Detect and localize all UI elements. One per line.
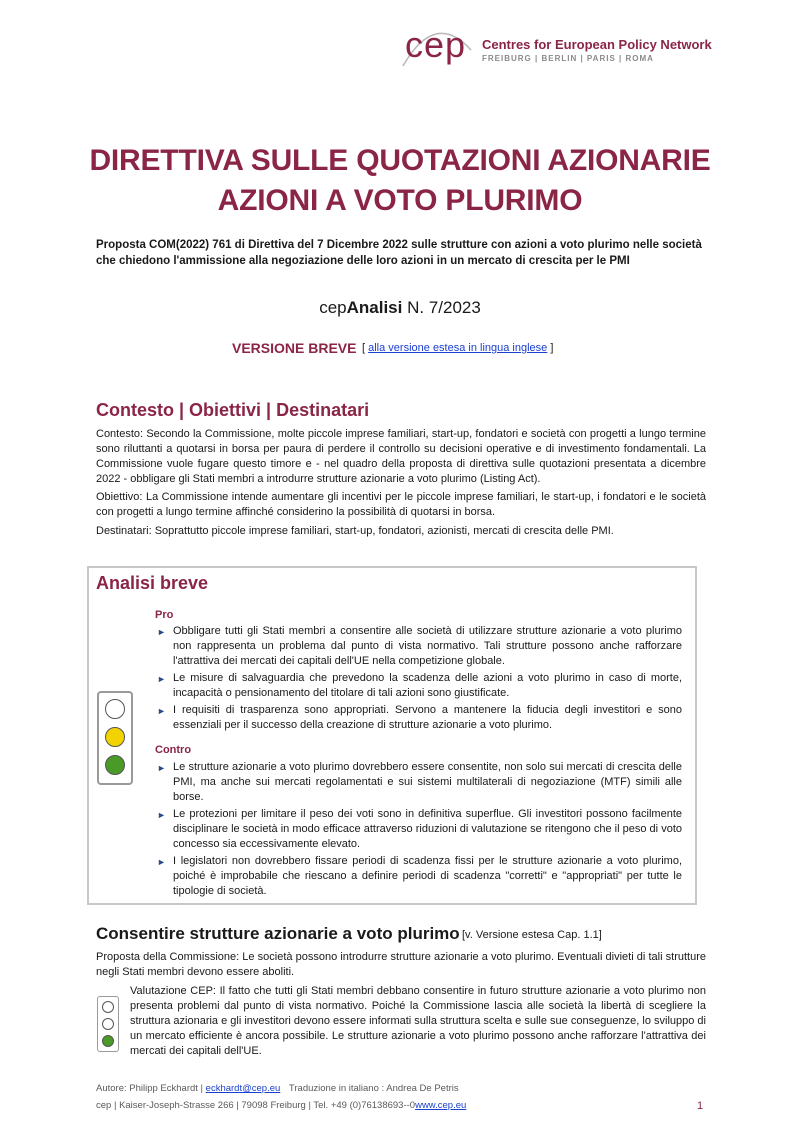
- pro-list: [155, 624, 682, 735]
- lamp-white: [105, 699, 125, 719]
- analysis-prefix: cep: [319, 298, 347, 317]
- title-line-2: AZIONI A VOTO PLURIMO: [217, 184, 583, 217]
- bracket-open: [: [362, 342, 366, 354]
- analysis-bold: Analisi: [346, 298, 403, 317]
- lamp-green: [102, 1035, 114, 1047]
- author-email-link[interactable]: eckhardt@cep.eu: [205, 1083, 281, 1094]
- analysis-num: N. 7/2023: [402, 298, 481, 317]
- traffic-light-small-icon: [97, 996, 119, 1052]
- contro-label: Contro: [155, 744, 192, 756]
- footer-address: cep | Kaiser-Joseph-Strasse 266 | 79098 Freiburg | Tel. +49 (0)76138693--0: [96, 1100, 416, 1111]
- bracket-close: ]: [550, 342, 554, 354]
- assessment-text: Valutazione CEP: Il fatto che tutti gli Stati membri debbano consentire in futuro strutture azionarie a voto plurimo non presenta problemi dal punto di vista normativo. Poiché la Commissione lascia alle società la libertà di scegliere la struttura azionaria e gli investitori devono essere informati sulla struttura scelta e sulle sue conseguenze, lo sviluppo di un mercato efficiente è ancora possibile. Le strutture azionarie a voto plurimo possono anche rafforzare l'attrattiva dei mercati dei capitali dell'UE.: [130, 985, 706, 1057]
- page-number: 1: [697, 1100, 704, 1112]
- lamp-yellow: [105, 727, 125, 747]
- pro-item-text: Obbligare tutti gli Stati membri a consentire alle società di utilizzare strutture azionarie a voto plurimo non rappresenta un problema dal punto di vista normativo. Tali strutture possono anche rafforzare l'attrattiva dei mercati dei capitali dell'UE nella competizione globale.: [173, 625, 682, 667]
- lamp-white: [102, 1001, 114, 1013]
- list-item: [155, 854, 682, 899]
- list-item: [155, 703, 682, 733]
- lamp-green: [105, 755, 125, 775]
- list-item: [155, 671, 682, 701]
- arrow-icon: ►: [157, 810, 166, 820]
- context-heading: Contesto | Obiettivi | Destinatari: [96, 400, 370, 420]
- cep-logo: cep: [405, 24, 467, 65]
- arrow-icon: ►: [157, 857, 166, 867]
- contro-item-text: Le protezioni per limitare il peso dei voti sono in definitiva superflue. Gli investitori possono facilmente disciplinare le società in modo efficace attraverso riduzioni di valutazione se ritengono che il peso di voto concesso sia eccessivamente elevato.: [173, 808, 682, 850]
- org-name: Centres for European Policy Network: [482, 37, 712, 52]
- proposal-text: Proposta della Commissione: Le società possono introdurre strutture azionarie a voto plurimo. Eventuali divieti di tali strutture negli Stati membri devono essere aboliti.: [96, 951, 706, 978]
- pro-label: Pro: [155, 609, 174, 621]
- footer-translation: Traduzione in italiano : Andrea De Petris: [288, 1083, 459, 1094]
- analysis-number: [0, 298, 800, 318]
- list-item: [155, 624, 682, 669]
- contro-item-text: Le strutture azionarie a voto plurimo dovrebbero essere consentite, non solo sui mercati di crescita delle PMI, ma anche sui mercati regolamentati e sui sistemi multilaterali di negoziazione (MTF) simili alle borse.: [173, 761, 682, 803]
- pro-item-text: I requisiti di trasparenza sono appropriati. Servono a mantenere la fiducia degli investitori e sono essenziali per il successo della creazione di strutture azionarie a voto plurimo.: [173, 704, 682, 731]
- lamp-white: [102, 1018, 114, 1030]
- footer-author: Autore: Philipp Eckhardt |: [96, 1083, 204, 1094]
- title-line-1: DIRETTIVA SULLE QUOTAZIONI AZIONARIE: [89, 144, 711, 177]
- footer-line-1: [96, 1083, 459, 1094]
- contro-item-text: I legislatori non dovrebbero fissare periodi di scadenza fissi per le strutture azionarie a voto plurimo, poiché è improbabile che riescano a definire periodi di scadenza "corretti" e "appropriati" per tutte le tipologie di società.: [173, 855, 682, 897]
- context-text: Contesto: Secondo la Commissione, molte piccole imprese familiari, start-up, fondatori e società con progetti a lungo termine sono riluttanti a quotarsi in borsa per paura di perdere il controllo su decisioni operative e di investimento fondamentali. La Commissione vuole fugare questo timore e - nel quadro della proposta di direttiva sulle quotazioni presentata a dicembre 2022 - obbligare gli Stati membri a introdurre strutture azionarie a voto plurimo (Listing Act).: [96, 428, 706, 485]
- traffic-light-icon: [97, 691, 133, 785]
- subtitle: Proposta COM(2022) 761 di Direttiva del 7 Dicembre 2022 sulle strutture con azioni a voto plurimo nelle società che chiedono l'ammissione alla negoziazione delle loro azioni in un mercato di crescita per le PMI: [96, 239, 702, 267]
- org-cities: FREIBURG | BERLIN | PARIS | ROMA: [482, 54, 654, 63]
- arrow-icon: ►: [157, 674, 166, 684]
- targets-text: Destinatari: Soprattutto piccole imprese familiari, start-up, fondatori, azionisti, mercati di crescita delle PMI.: [96, 525, 614, 537]
- footer-line-2: [96, 1100, 466, 1111]
- arrow-icon: ►: [157, 763, 166, 773]
- short-analysis-heading: Analisi breve: [96, 573, 209, 593]
- arrow-icon: ►: [157, 627, 166, 637]
- website-link[interactable]: www.cep.eu: [415, 1100, 467, 1111]
- extended-version-link[interactable]: alla versione estesa in lingua inglese: [368, 342, 548, 354]
- section-heading: Consentire strutture azionarie a voto plurimo: [96, 924, 460, 943]
- list-item: [155, 760, 682, 805]
- objective-text: Obiettivo: La Commissione intende aumentare gli incentivi per le piccole imprese familiari, le start-up, i fondatori e le società con progetti a lungo termine affinché considerino la possibilità di quotarsi in borsa.: [96, 491, 706, 518]
- pro-item-text: Le misure di salvaguardia che prevedono la scadenza delle azioni a voto plurimo in caso di morte, incapacità o pensionamento del titolare di tali azioni sono giustificate.: [173, 672, 682, 699]
- version-label: VERSIONE BREVE: [232, 340, 357, 356]
- list-item: [155, 807, 682, 852]
- section-ref: [v. Versione estesa Cap. 1.1]: [462, 929, 602, 941]
- arrow-icon: ►: [157, 706, 166, 716]
- contro-list: [155, 760, 682, 901]
- version-link-wrap: [362, 342, 553, 354]
